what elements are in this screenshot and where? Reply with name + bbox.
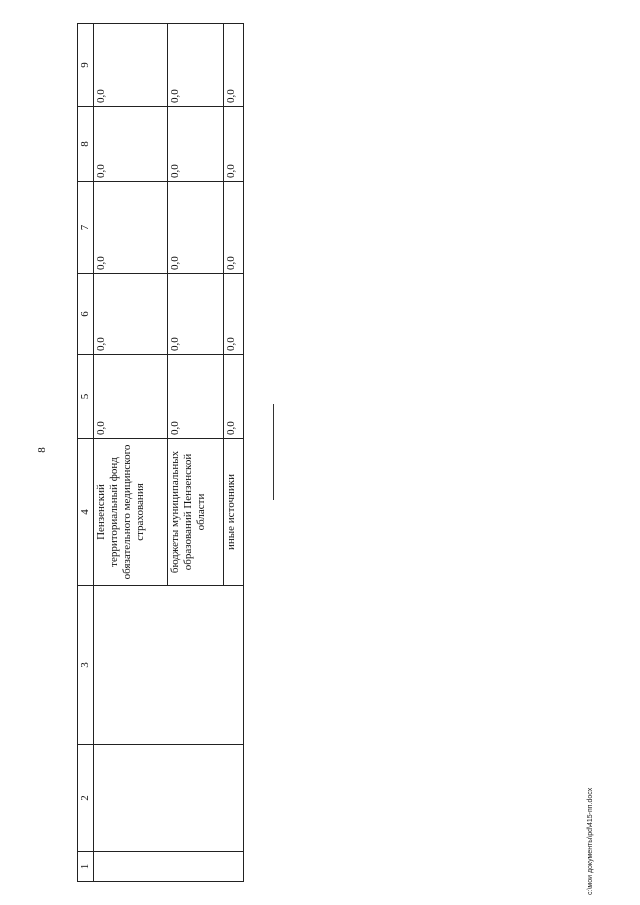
value-cell: 0,0: [94, 182, 168, 274]
table-row: [94, 24, 168, 882]
empty-cell: [94, 745, 244, 852]
value-cell: 0,0: [94, 107, 168, 182]
value-cell: 0,0: [94, 355, 168, 439]
header-cell: 5: [78, 355, 94, 439]
value-cell: 0,0: [168, 274, 224, 355]
value-cell: 0,0: [168, 107, 224, 182]
header-cell: 9: [78, 24, 94, 107]
value-cell: 0,0: [168, 182, 224, 274]
separator-line: [273, 404, 274, 500]
value-cell: 0,0: [94, 274, 168, 355]
value-cell: 0,0: [224, 107, 244, 182]
header-cell: 4: [78, 439, 94, 586]
file-path-footer: c:\мои документы\pd\415-пп.docx: [587, 787, 594, 895]
header-cell: 2: [78, 745, 94, 852]
empty-cell: [94, 586, 244, 745]
source-cell: иные источники: [224, 439, 244, 586]
source-cell: Пензенский территориальный фонд обязательного медицинского страхования: [94, 439, 168, 586]
header-row: [78, 24, 94, 882]
source-cell: бюджеты муниципальных образований Пензенской области: [168, 439, 224, 586]
value-cell: 0,0: [224, 24, 244, 107]
budget-table: [77, 23, 244, 882]
value-cell: 0,0: [168, 355, 224, 439]
header-cell: 6: [78, 274, 94, 355]
header-cell: 7: [78, 182, 94, 274]
value-cell: 0,0: [224, 355, 244, 439]
page-number: 8: [36, 447, 48, 453]
value-cell: 0,0: [224, 274, 244, 355]
value-cell: 0,0: [94, 24, 168, 107]
header-cell: 8: [78, 107, 94, 182]
empty-cell: [94, 852, 244, 882]
value-cell: 0,0: [224, 182, 244, 274]
header-cell: 1: [78, 852, 94, 882]
value-cell: 0,0: [168, 24, 224, 107]
header-cell: 3: [78, 586, 94, 745]
